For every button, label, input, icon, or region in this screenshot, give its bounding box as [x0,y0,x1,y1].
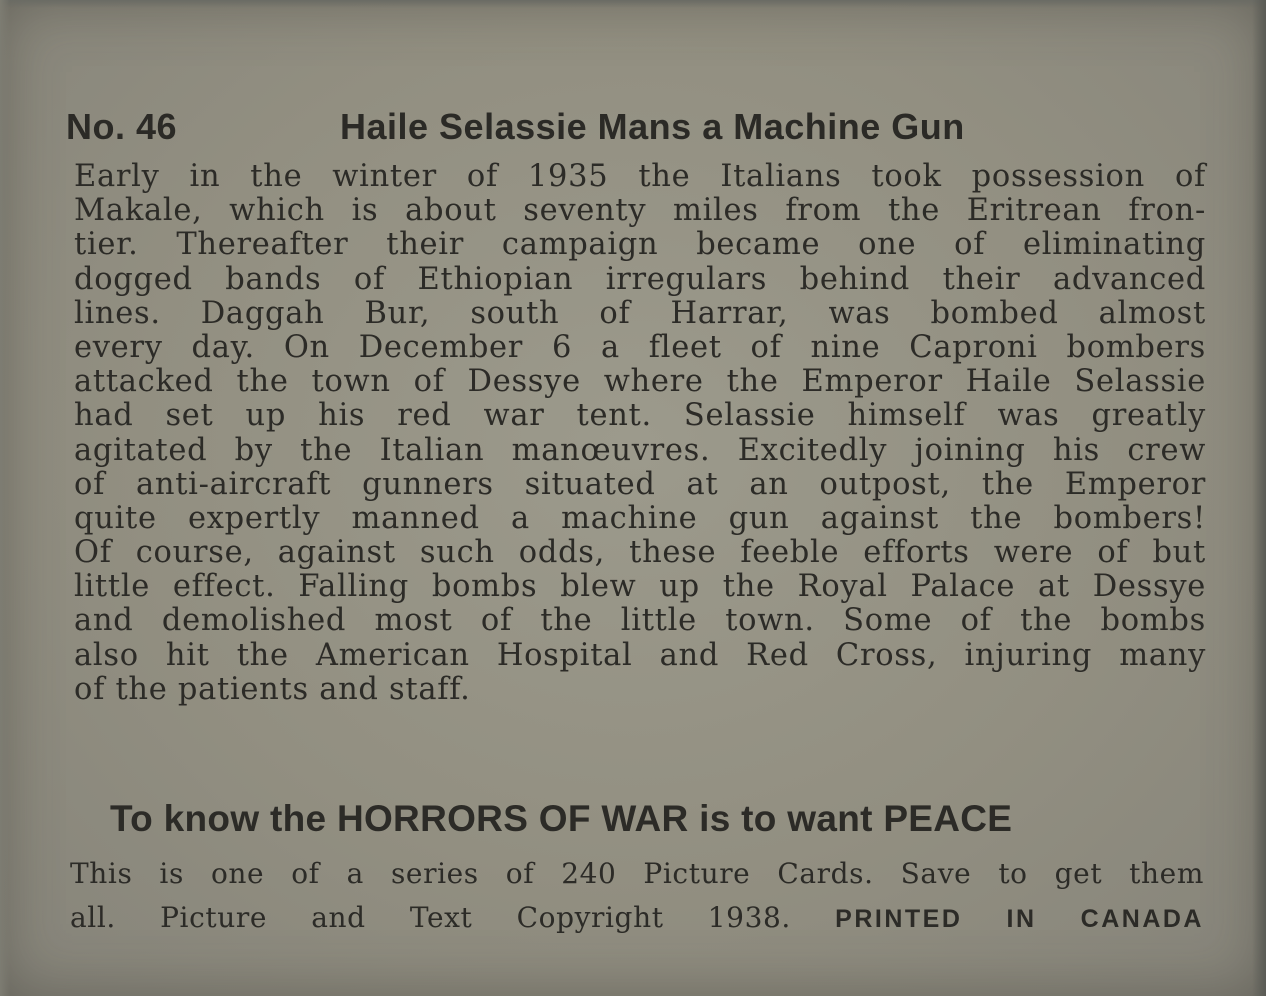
description-line: tier. Thereafter their campaign became one of eliminating [74,227,1206,263]
description-line: Early in the winter of 1935 the Italians took possession of [74,159,1206,194]
card-number: No. 46 [66,106,178,147]
copyright-text: all. Picture and Text Copyright 1938. [70,901,791,934]
description-line: had set up his red war tent. Selassie himself was greatly [74,398,1206,434]
card-edge-shadow-right [1252,0,1266,996]
description-line: quite expertly manned a machine gun against the bombers! [74,500,1206,536]
card-header [66,106,1206,158]
description-line: little effect. Falling bombs blew up the Royal Palace at Dessye [74,569,1206,605]
card-description [74,160,1206,707]
card-footer [70,852,1204,941]
description-line: attacked the town of Dessye where the Emperor Haile Selassie [74,364,1206,400]
printed-in-canada: PRINTED IN CANADA [835,905,1204,933]
card-edge-shadow-left [0,0,10,996]
series-note: This is one of a series of 240 Picture Cards. Save to get them [70,857,1204,890]
description-line: and demolished most of the little town. Some of the bombs [74,603,1206,639]
peace-slogan: To know the HORRORS OF WAR is to want PEACE [110,798,1013,839]
description-line: of anti-aircraft gunners situated at an outpost, the Emperor [74,466,1206,502]
description-line: of the patients and staff. [74,671,471,707]
description-line: Makale, which is about seventy miles from the Eritrean fron- [74,193,1206,229]
description-line: Of course, against such odds, these feeble efforts were of but [74,535,1206,571]
copyright-line [70,896,1204,941]
description-line: agitated by the Italian manœuvres. Excitedly joining his crew [74,432,1206,468]
description-line: lines. Daggah Bur, south of Harrar, was bombed almost [74,295,1206,331]
description-line: every day. On December 6 a fleet of nine Caproni bombers [74,329,1206,365]
description-line: dogged bands of Ethiopian irregulars behind their advanced [74,261,1206,297]
card-edge-shadow-top [0,0,1266,8]
card-title: Haile Selassie Mans a Machine Gun [340,106,965,147]
description-line: also hit the American Hospital and Red Cross, injuring many [74,637,1206,673]
